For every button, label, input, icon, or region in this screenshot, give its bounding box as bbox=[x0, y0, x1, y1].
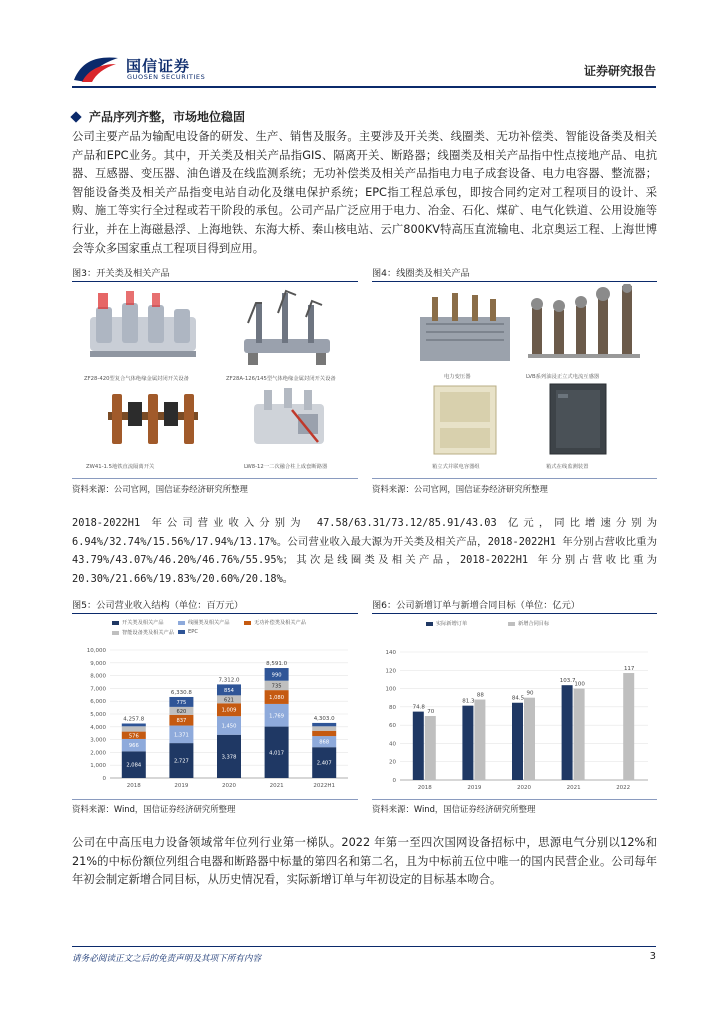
y-tick-label: 40 bbox=[389, 741, 396, 748]
legend-swatch bbox=[112, 621, 119, 625]
segment-label: 854 bbox=[224, 687, 234, 694]
dc-disconnector-photo bbox=[98, 388, 208, 452]
segment-label: 576 bbox=[128, 733, 139, 740]
fig5-bottom-rule bbox=[72, 799, 358, 800]
fig3-label-4: LW8-12一二次融合柱上成套断路器 bbox=[244, 464, 328, 470]
gis-switchgear-photo bbox=[78, 287, 208, 369]
fig6-top-rule bbox=[372, 613, 657, 614]
segment-label: 3,378 bbox=[221, 754, 237, 761]
bar bbox=[562, 685, 573, 780]
segment-label: 775 bbox=[176, 699, 187, 706]
section-title bbox=[72, 108, 245, 125]
value-label: 81.3 bbox=[462, 698, 475, 705]
value-label: 90 bbox=[526, 690, 534, 697]
legend-swatch bbox=[178, 630, 185, 634]
y-tick-label: 140 bbox=[385, 650, 396, 656]
segment-label: 2,084 bbox=[126, 762, 142, 769]
revenue-structure-chart bbox=[72, 640, 358, 798]
legend-swatch bbox=[178, 621, 185, 625]
fig5-legend-coil bbox=[178, 619, 230, 626]
total-label: 4,303.0 bbox=[313, 715, 335, 722]
bar bbox=[425, 716, 436, 780]
legend-label: 无功补偿类及相关产品 bbox=[254, 620, 306, 626]
segment-label: 2,407 bbox=[316, 760, 332, 767]
section-title-text: 产品序列齐整，市场地位稳固 bbox=[89, 110, 246, 124]
report-type-label: 证券研究报告 bbox=[583, 64, 656, 78]
x-tick-label: 2020 bbox=[222, 783, 236, 789]
segment-label: 1,080 bbox=[269, 695, 285, 702]
y-tick-label: 9,000 bbox=[90, 660, 106, 667]
fig4-bottom-rule bbox=[372, 478, 657, 479]
legend-label: 智能设备类及相关产品 bbox=[122, 630, 174, 636]
fig6-legend-target bbox=[508, 620, 549, 627]
paragraph-revenue: 2018-2022H1 年公司营业收入分别为 47.58/63.31/73.12/85.91/43.03 亿元，同比增速分别为 6.94%/32.74%/15.56%/17.94%/13.17%。公司营业收入最大源为开关类及相关产品，2018-2022H1 年分别占营收比重为 43.79%/43.07%/46.20%/46.76%/55.95%；其次是线圈类及相关产品，2018-2022H1 年分别占营收比重为 20.30%/21.66%/19.83%/20.60%/20.18%。 bbox=[72, 517, 657, 585]
fig3-label-1: ZF28-420型复合气体绝缘金属封闭开关设备 bbox=[84, 376, 189, 382]
segment-label: 1,450 bbox=[221, 723, 237, 730]
legend-label: 实际新增订单 bbox=[436, 621, 468, 627]
fig6-bottom-rule bbox=[372, 799, 657, 800]
y-tick-label: 20 bbox=[389, 759, 396, 766]
current-transformer-photo bbox=[524, 284, 644, 370]
monitoring-cabinet-photo bbox=[546, 380, 610, 458]
total-label: 6,330.8 bbox=[170, 689, 192, 696]
power-transformer-photo bbox=[412, 287, 518, 367]
legend-label: 开关类及相关产品 bbox=[122, 620, 164, 626]
x-tick-label: 2022 bbox=[616, 785, 631, 791]
bar bbox=[524, 698, 535, 780]
legend-label: 线圈类及相关产品 bbox=[188, 620, 230, 626]
total-label: 7,312.0 bbox=[218, 677, 240, 684]
value-label: 84.5 bbox=[511, 695, 525, 702]
legend-swatch bbox=[426, 622, 433, 626]
x-tick-label: 2018 bbox=[417, 785, 432, 791]
fig5-legend-epc bbox=[178, 629, 198, 635]
bar-segment bbox=[122, 724, 146, 727]
fig4-caption: 图4：线圈类及相关产品 bbox=[372, 268, 470, 279]
fig3-caption: 图3：开关类及相关产品 bbox=[72, 268, 170, 279]
segment-label: 735 bbox=[271, 683, 282, 690]
footer-disclaimer: 请务必阅读正文之后的免责声明及其项下所有内容 bbox=[72, 954, 262, 964]
y-tick-label: 8,000 bbox=[90, 673, 106, 680]
total-label: 8,591.0 bbox=[266, 661, 288, 668]
segment-label: 2,727 bbox=[173, 758, 189, 765]
fig4-label-1: 电力变压器 bbox=[444, 374, 471, 380]
fig4-label-3: 箱立式并联电容器组 bbox=[432, 464, 480, 470]
bar-segment bbox=[312, 726, 336, 730]
segment-label: 966 bbox=[128, 743, 139, 750]
x-tick-label: 2022H1 bbox=[313, 783, 336, 789]
y-tick-label: 100 bbox=[385, 686, 396, 693]
value-label: 117 bbox=[623, 666, 635, 673]
fig3-bottom-rule bbox=[72, 478, 358, 479]
bar bbox=[623, 673, 634, 780]
y-tick-label: 2,000 bbox=[90, 750, 106, 757]
segment-label: 837 bbox=[176, 718, 187, 725]
orders-vs-target-chart bbox=[372, 630, 657, 798]
fig5-top-rule bbox=[72, 613, 358, 614]
value-label: 100 bbox=[574, 681, 585, 688]
total-label: 4,257.8 bbox=[123, 716, 145, 723]
bar bbox=[512, 703, 523, 780]
fig3-top-rule bbox=[72, 281, 358, 282]
x-tick-label: 2018 bbox=[126, 783, 141, 789]
segment-label: 620 bbox=[176, 708, 187, 715]
fig5-legend-switch bbox=[112, 619, 164, 626]
x-tick-label: 2021 bbox=[269, 783, 284, 789]
segment-label: 1,009 bbox=[221, 707, 237, 714]
fig5-legend-reactive bbox=[244, 619, 306, 626]
fig5-source: 资料来源：Wind，国信证券经济研究所整理 bbox=[72, 804, 236, 814]
value-label: 70 bbox=[427, 709, 435, 715]
guosen-logo-icon bbox=[72, 54, 120, 84]
bar bbox=[413, 712, 424, 780]
value-label: 88 bbox=[476, 692, 484, 699]
bar-segment bbox=[312, 723, 336, 726]
legend-swatch bbox=[112, 631, 119, 635]
bar bbox=[474, 700, 485, 780]
value-label: 74.8 bbox=[412, 704, 425, 711]
logo-text-en: GUOSEN SECURITIES bbox=[127, 73, 206, 81]
fig4-source: 资料来源：公司官网，国信证券经济研究所整理 bbox=[372, 484, 548, 494]
segment-label: 4,017 bbox=[269, 750, 285, 757]
paragraph-products: 公司主要产品为输配电设备的研发、生产、销售及服务。主要涉及开关类、线圈类、无功补偿类、智能设备类及相关产品和EPC业务。其中，开关类及相关产品指GIS、隔离开关、断路器；线圈类及相关产品指中性点接地产品、电抗器、互感器、变压器、油色谱及在线监测系统；无功补偿类及相关产品指电力电子成套设备、电力电容器、整流器；智能设备类及相关产品指变电站自动化及继电保护系统；EPC指工程总承包，即按合同约定对工程项目的设计、采购、施工等实行全过程或若干阶段的承包。公司产品广泛应用于电力、冶金、石化、煤矿、电气化铁道、公用设施等行业，并在上海磁悬浮、上海地铁、东海大桥、秦山核电站、云广800KV特高压直流输电、北京奥运工程、上海世博会等众多国家重点工程项目得到应用。 bbox=[72, 130, 657, 255]
paragraph-market-position: 公司在中高压电力设备领域常年位列行业第一梯队。2022 年第一至四次国网设备招标中，思源电气分别以12%和21%的中标份额位列组合电器和断路器中标量的第四名和第二名，且为中标前五位中唯一的国内民营企业。公司每年年初会制定新增合同目标，从历史情况看，实际新增订单与年初设定的目标基本吻合。 bbox=[72, 836, 657, 887]
y-tick-label: 60 bbox=[389, 723, 396, 730]
fig4-label-4: 箱式在线监测装置 bbox=[546, 464, 589, 470]
fig4-label-2: LVB系列油浸正立式电流互感器 bbox=[526, 374, 600, 380]
fig6-source: 资料来源：Wind，国信证券经济研究所整理 bbox=[372, 804, 536, 814]
page-header bbox=[0, 0, 724, 90]
y-tick-label: 120 bbox=[385, 668, 396, 675]
pole-breaker-photo bbox=[248, 384, 330, 456]
segment-label: 1,371 bbox=[173, 732, 189, 739]
y-tick-label: 6,000 bbox=[90, 699, 106, 706]
fig6-legend-orders bbox=[426, 620, 467, 627]
fig3-source: 资料来源：公司官网，国信证券经济研究所整理 bbox=[72, 484, 248, 494]
footer-divider bbox=[72, 946, 656, 947]
y-tick-label: 7,000 bbox=[90, 686, 106, 693]
fig3-label-3: ZW41-1.5地铁直流隔离开关 bbox=[86, 464, 155, 470]
value-label: 103.7 bbox=[559, 678, 576, 685]
fig3-label-2: ZF28A-126/145型气体绝缘金属封闭开关设备 bbox=[226, 376, 336, 382]
bar-segment bbox=[312, 731, 336, 736]
x-tick-label: 2021 bbox=[566, 785, 581, 791]
y-tick-label: 0 bbox=[102, 776, 106, 782]
segment-label: 621 bbox=[224, 697, 234, 704]
bar-segment bbox=[122, 726, 146, 731]
legend-label: EPC bbox=[188, 629, 199, 635]
y-tick-label: 4,000 bbox=[90, 724, 106, 731]
y-tick-label: 3,000 bbox=[90, 737, 106, 744]
y-tick-label: 1,000 bbox=[90, 763, 106, 770]
logo-text-cn: 国信证券 bbox=[126, 57, 191, 75]
legend-swatch bbox=[244, 621, 251, 625]
header-divider bbox=[72, 86, 656, 88]
y-tick-label: 80 bbox=[389, 704, 396, 711]
bar bbox=[462, 706, 473, 780]
fig5-caption: 图5：公司营业收入结构（单位：百万元） bbox=[72, 600, 244, 611]
segment-label: 990 bbox=[271, 672, 282, 679]
x-tick-label: 2020 bbox=[517, 785, 531, 791]
x-tick-label: 2019 bbox=[467, 785, 482, 791]
fig4-top-rule bbox=[372, 281, 657, 282]
x-tick-label: 2019 bbox=[174, 783, 189, 789]
y-tick-label: 10,000 bbox=[86, 648, 106, 654]
segment-label: 868 bbox=[319, 739, 330, 746]
bar bbox=[574, 689, 585, 780]
y-tick-label: 5,000 bbox=[90, 712, 106, 718]
segment-label: 1,769 bbox=[269, 713, 285, 720]
y-tick-label: 0 bbox=[392, 778, 396, 784]
fig5-legend-smart bbox=[112, 629, 174, 636]
diamond-bullet-icon bbox=[70, 111, 81, 122]
legend-label: 新增合同目标 bbox=[518, 621, 550, 627]
capacitor-cabinet-photo bbox=[430, 382, 500, 458]
outdoor-gis-photo bbox=[226, 283, 346, 371]
legend-swatch bbox=[508, 622, 515, 626]
fig6-caption: 图6：公司新增订单与新增合同目标（单位：亿元） bbox=[372, 600, 580, 611]
page-number: 3 bbox=[649, 951, 656, 962]
